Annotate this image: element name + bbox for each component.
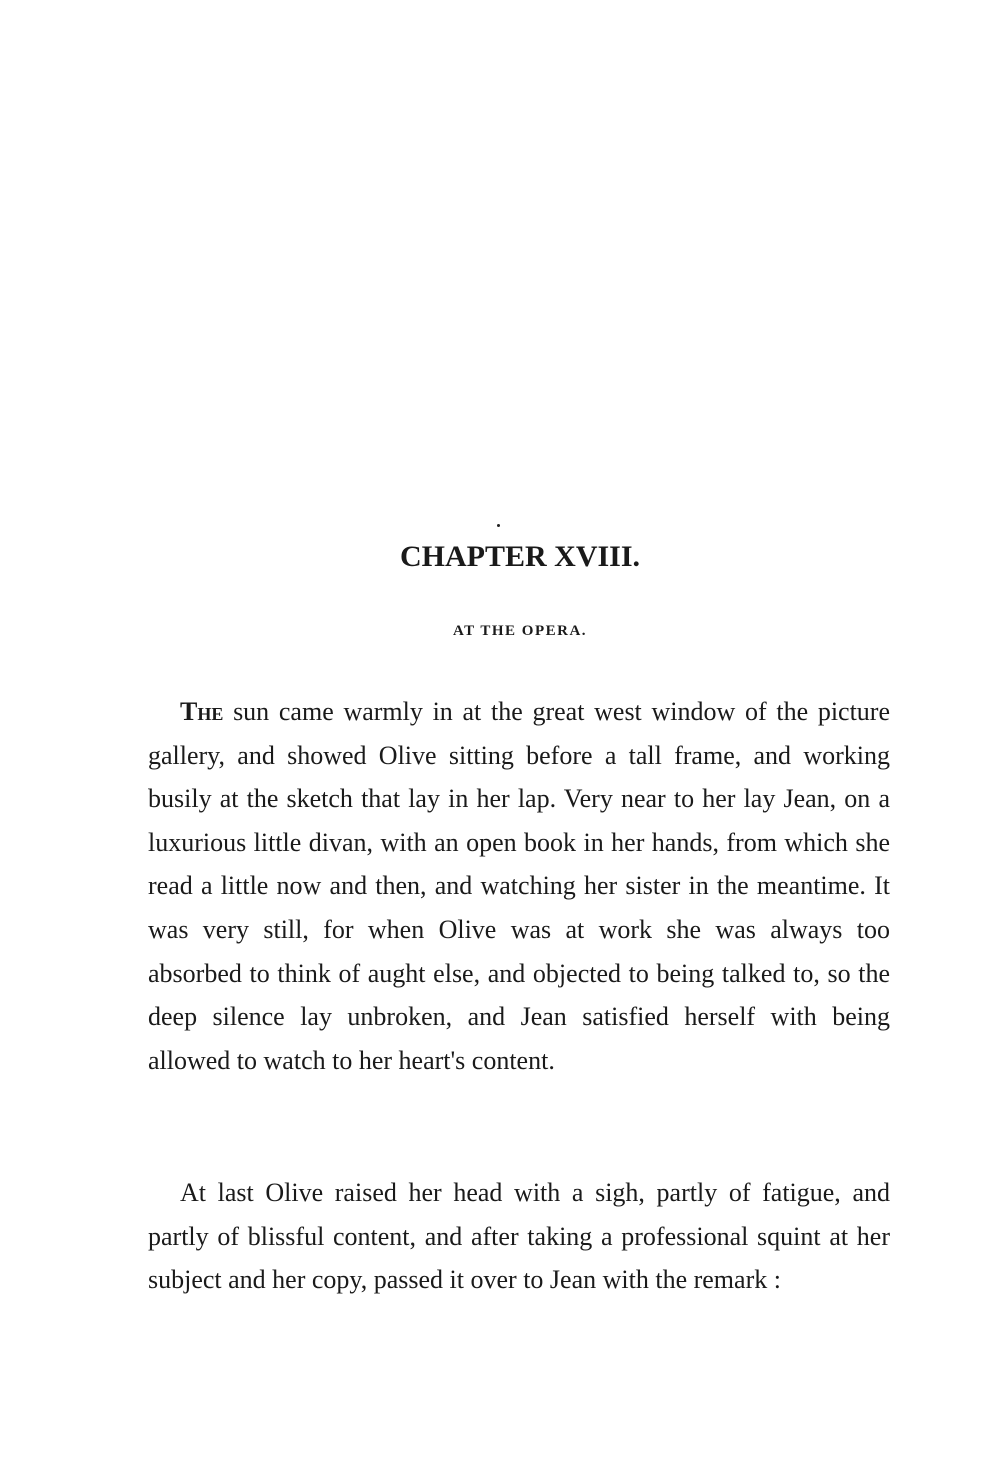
paragraph-1-text: sun came warmly in at the great west window of the picture gallery, and showed Olive sitting before a tall frame, and working busily at the sketch that lay in her lap. Very near to her lay Jean, on a luxurious little divan, with an open book in her hands, from which she read a little now and then, and watching her sister in the meantime. It was very still, for when Olive was at work she was always too absorbed to think of aught else, and objected to being talked to, so the deep silence lay unbroken, and Jean satisfied herself with being allowed to watch to her heart's content. xyxy=(148,697,890,1075)
paragraph-2 xyxy=(148,1171,890,1302)
print-mark xyxy=(497,524,500,527)
chapter-title: CHAPTER XVIII. xyxy=(399,540,641,573)
paragraph-2-text: At last Olive raised her head with a sigh, partly of fatigue, and partly of blissful content, and after taking a professional squint at her subject and her copy, passed it over to Jean with the remark : xyxy=(148,1178,890,1295)
chapter-subtitle: AT THE OPERA. xyxy=(452,623,588,639)
paragraph-1 xyxy=(148,690,890,1082)
paragraph-1-first-word: The xyxy=(180,697,224,726)
